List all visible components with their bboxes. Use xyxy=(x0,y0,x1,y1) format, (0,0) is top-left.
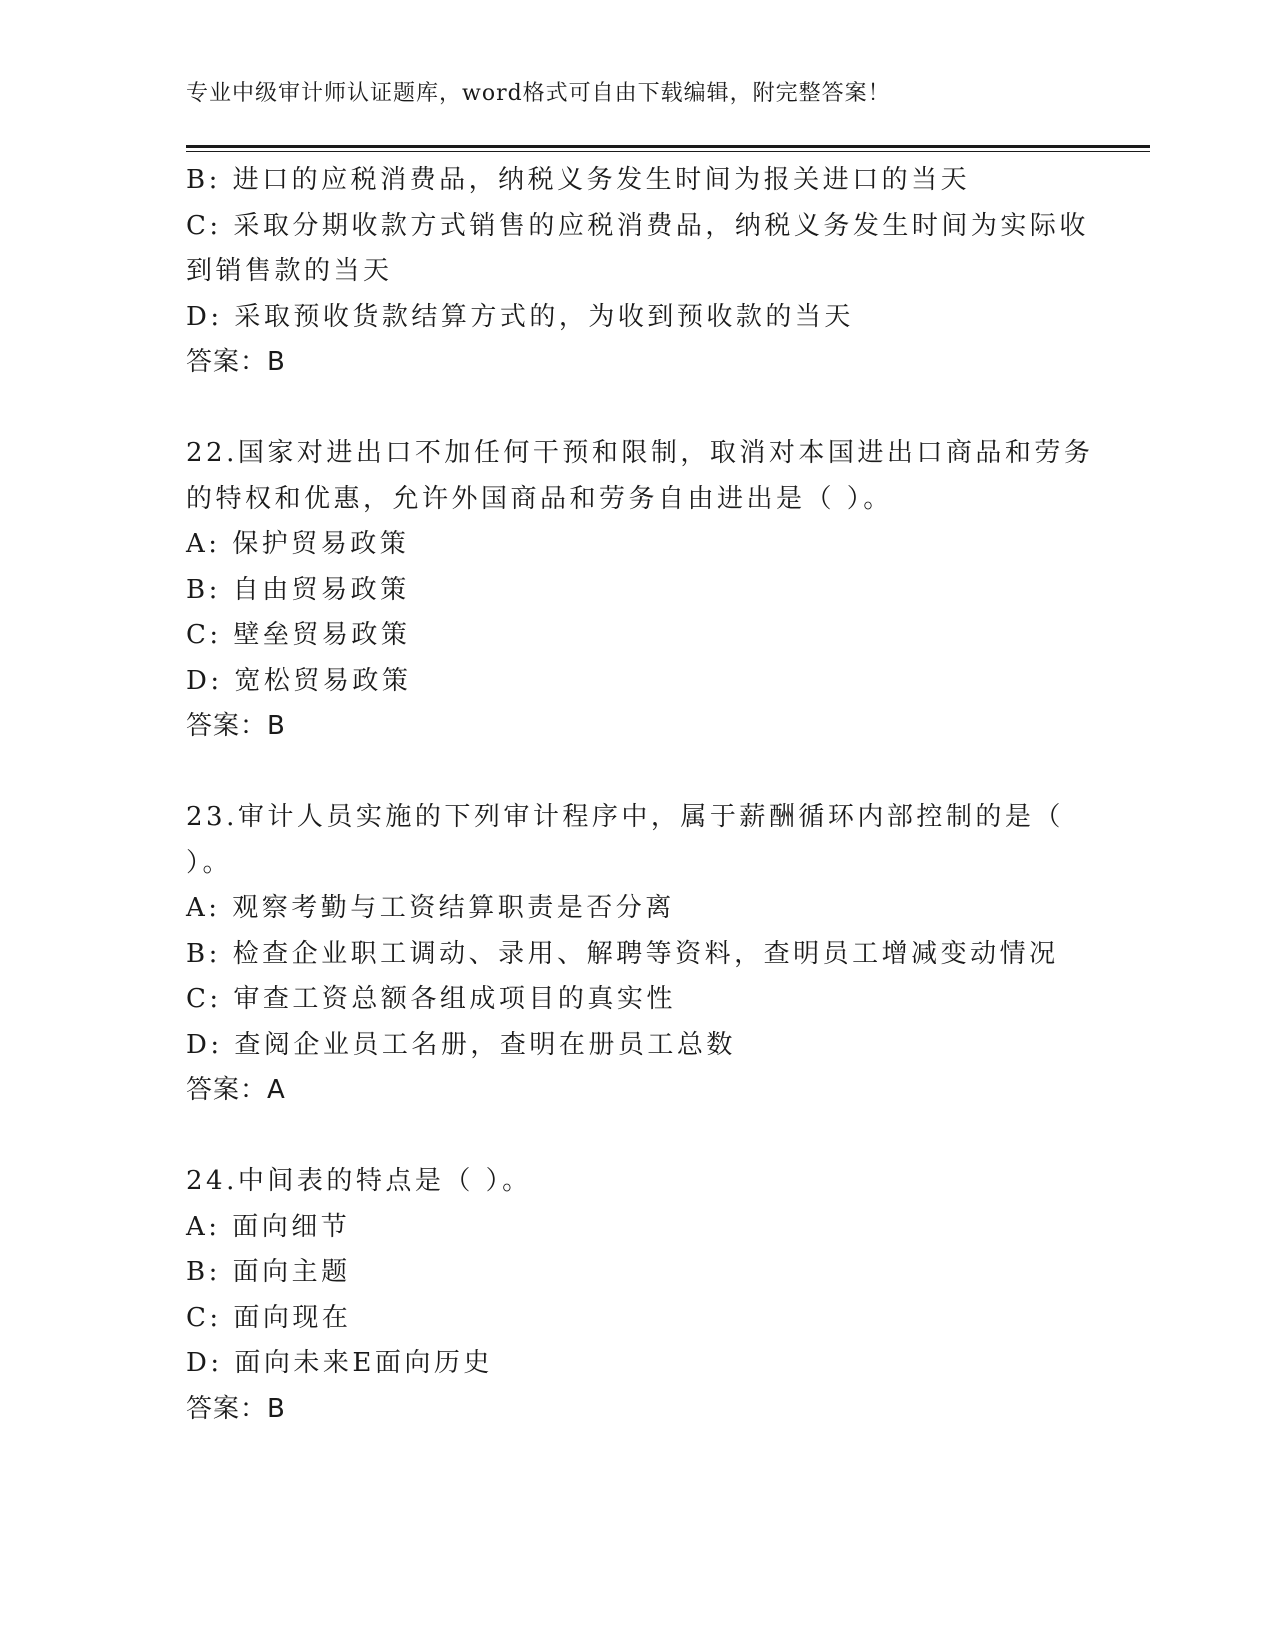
option-c: C: 审查工资总额各组成项目的真实性 xyxy=(186,984,676,1014)
question-22 xyxy=(186,431,1094,750)
option-c: C: 面向现在 xyxy=(186,1302,352,1333)
option-d: D: 采取预收货款结算方式的，为收到预收款的当天 xyxy=(186,301,854,332)
question-stem: 24.中间表的特点是（ ）。 xyxy=(186,1166,532,1196)
question-21-tail xyxy=(186,158,1089,386)
answer: 答案：B xyxy=(186,1393,286,1424)
question-stem-line2: ）。 xyxy=(186,847,233,878)
page-header: 专业中级审计师认证题库，word格式可自由下载编辑，附完整答案！ xyxy=(186,81,891,106)
option-b: B: 进口的应税消费品，纳税义务发生时间为报关进口的当天 xyxy=(186,165,971,195)
option-c: C: 壁垒贸易政策 xyxy=(186,620,411,650)
document-body xyxy=(186,158,1094,1432)
option-d: D: 查阅企业员工名册，查明在册员工总数 xyxy=(186,1029,736,1060)
option-d: D: 面向未来E面向历史 xyxy=(186,1348,493,1378)
question-stem-line1: 23.审计人员实施的下列审计程序中，属于薪酬循环内部控制的是（ xyxy=(186,802,1064,832)
spacer xyxy=(186,1114,1086,1160)
header-rule-thin xyxy=(186,151,1150,152)
option-c-line2: 到销售款的当天 xyxy=(186,256,393,286)
question-stem-line2: 的特权和优惠，允许外国商品和劳务自由进出是（ ）。 xyxy=(186,483,893,514)
option-c-line1: C: 采取分期收款方式销售的应税消费品，纳税义务发生时间为实际收 xyxy=(186,210,1089,241)
header-rule-thick xyxy=(186,145,1150,148)
option-b: B: 面向主题 xyxy=(186,1257,351,1287)
option-a: A: 保护贸易政策 xyxy=(186,529,410,559)
option-b: B: 自由贸易政策 xyxy=(186,574,410,605)
question-stem-line1: 22.国家对进出口不加任何干预和限制，取消对本国进出口商品和劳务 xyxy=(186,438,1094,468)
answer: 答案：B xyxy=(186,711,286,741)
answer: 答案：B xyxy=(186,347,286,377)
question-24 xyxy=(186,1159,1086,1432)
question-23 xyxy=(186,795,1086,1114)
option-b: B: 检查企业职工调动、录用、解聘等资料，查明员工增减变动情况 xyxy=(186,938,1059,969)
option-a: A: 观察考勤与工资结算职责是否分离 xyxy=(186,893,675,923)
option-d: D: 宽松贸易政策 xyxy=(186,665,412,696)
answer: 答案：A xyxy=(186,1075,286,1105)
option-a: A: 面向细节 xyxy=(186,1211,351,1242)
spacer xyxy=(186,750,1086,796)
spacer xyxy=(186,386,1086,432)
